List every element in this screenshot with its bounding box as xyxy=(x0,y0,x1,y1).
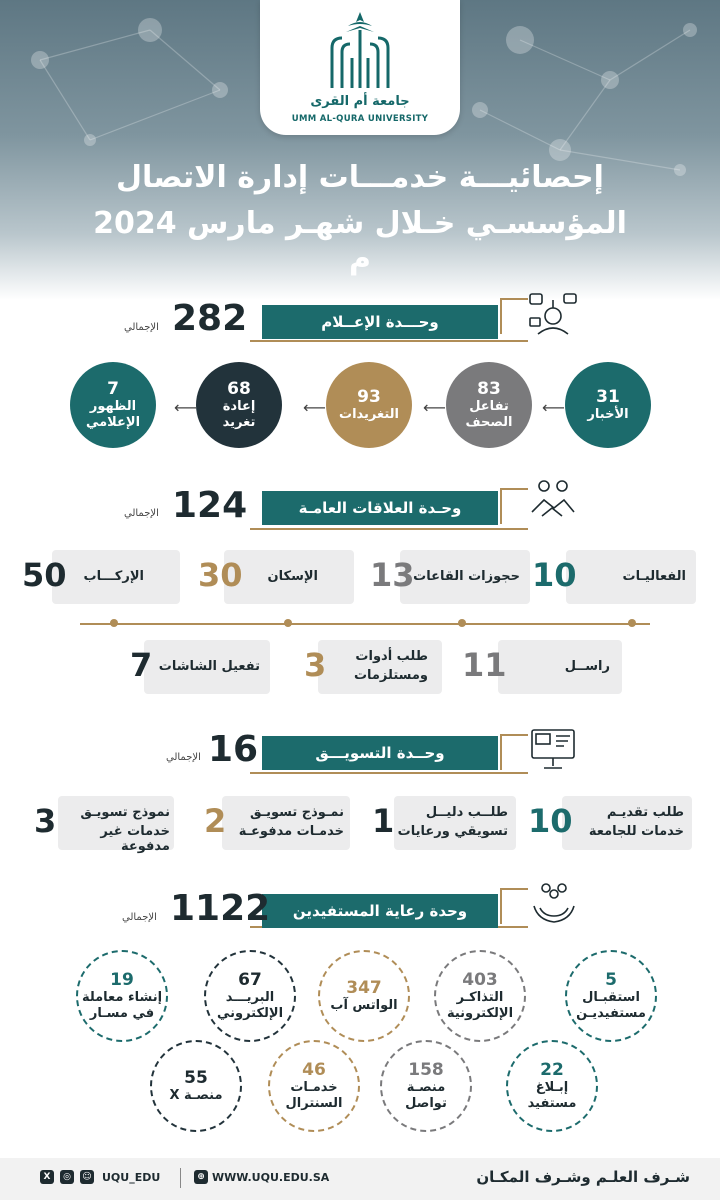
media-underline xyxy=(250,340,528,342)
pr-bracket xyxy=(500,488,528,524)
mkt-stat-services-request: طلب تقديـم خدمات للجامعة xyxy=(562,796,692,850)
marketing-total-label: الإجمالي xyxy=(166,752,201,763)
pr-total: 124 xyxy=(172,485,248,526)
media-stat-tweets: 93 التغريدات xyxy=(326,362,412,448)
care-stat-masar: 19 إنشاء معاملة في مسـار xyxy=(76,950,168,1042)
marketing-unit-title: وحــدة التسويـــق xyxy=(262,736,498,770)
mkt-stat-paid: نمـوذج تسويـق خدمـات مدفوعـة xyxy=(222,796,350,850)
divider-dot xyxy=(628,619,636,627)
handshake-icon xyxy=(528,478,578,524)
mkt-stat-unpaid-value: 3 xyxy=(34,802,57,840)
pr-stat-rasel: راســل xyxy=(498,640,622,694)
media-stat-appearance: 7 الظهور الإعلامي xyxy=(70,362,156,448)
care-stat-tawasul: 158 منصـة تواصل xyxy=(380,1040,472,1132)
pr-total-label: الإجمالي xyxy=(124,508,159,519)
social-handle[interactable]: UQU_EDU xyxy=(102,1171,161,1184)
footer-separator xyxy=(180,1168,181,1188)
pr-stat-supplies-value: 3 xyxy=(304,646,327,684)
care-stat-report: 22 إبـلاغ مستفيد xyxy=(506,1040,598,1132)
media-bracket xyxy=(500,298,528,334)
mkt-stat-guide-request-value: 1 xyxy=(372,802,395,840)
hero-banner xyxy=(0,0,720,300)
footer xyxy=(0,1158,720,1200)
divider-dot xyxy=(458,619,466,627)
snapchat-icon[interactable]: ☺ xyxy=(80,1170,94,1184)
pr-stat-halls: حجوزات القاعات xyxy=(400,550,530,604)
pr-stat-screens: تفعيل الشاشات xyxy=(144,640,270,694)
pr-stat-transport: الإركـــاب xyxy=(52,550,180,604)
logo-arabic-text: جامعة أم القرى xyxy=(310,94,410,109)
arrow-left-icon: ⟵ xyxy=(423,398,446,417)
care-stat-reception: 5 استقبـال مستفيديـن xyxy=(565,950,657,1042)
care-stat-whatsapp: 347 الواتس آب xyxy=(318,950,410,1042)
media-stat-news: 31 الأخبار xyxy=(565,362,651,448)
mkt-stat-guide-request: طلــب دليــل تسويقي ورعايات xyxy=(394,796,516,850)
care-stat-tickets: 403 التذاكـر الإلكترونية xyxy=(434,950,526,1042)
care-stat-switchboard: 46 خدمـات السنترال xyxy=(268,1040,360,1132)
care-stat-email: 67 البريـــد الإلكتروني xyxy=(204,950,296,1042)
divider-dot xyxy=(284,619,292,627)
media-stat-press: 83 تفاعل الصحف xyxy=(446,362,532,448)
pr-underline xyxy=(250,528,528,530)
pr-stat-housing: الإسكان xyxy=(224,550,354,604)
pr-stat-transport-value: 50 xyxy=(22,556,67,594)
care-bracket xyxy=(500,888,528,924)
pr-stat-events-value: 10 xyxy=(532,556,577,594)
media-unit-title: وحـــدة الإعــلام xyxy=(262,305,498,339)
pr-stat-rasel-value: 11 xyxy=(462,646,507,684)
pr-stat-halls-value: 13 xyxy=(370,556,415,594)
mkt-stat-paid-value: 2 xyxy=(204,802,227,840)
globe-icon: ⊕ xyxy=(194,1170,208,1184)
page-title-line2: المؤسسـي خـلال شهـر مارس 2024 م xyxy=(93,206,627,276)
care-stat-x-platform: 55 منصـة X xyxy=(150,1040,242,1132)
care-unit-title: وحدة رعاية المستفيدين xyxy=(262,894,498,928)
pr-stat-housing-value: 30 xyxy=(198,556,243,594)
website-link[interactable]: WWW.UQU.EDU.SA xyxy=(212,1171,330,1184)
marketing-total: 16 xyxy=(208,729,259,770)
divider-dot xyxy=(110,619,118,627)
media-stat-retweets: 68 إعادة تغريد xyxy=(196,362,282,448)
x-icon[interactable]: X xyxy=(40,1170,54,1184)
media-total: 282 xyxy=(172,298,248,339)
marketing-underline xyxy=(250,772,528,774)
care-hands-icon xyxy=(530,878,578,926)
university-slogan: شـرف العلـم وشـرف المكـان xyxy=(476,1168,690,1186)
pr-stat-events: الفعاليـات xyxy=(566,550,696,604)
logo-english-text: UMM AL-QURA UNIVERSITY xyxy=(291,114,429,124)
pr-stat-screens-value: 7 xyxy=(130,646,153,684)
university-logo xyxy=(260,0,460,135)
media-total-label: الإجمالي xyxy=(124,322,159,333)
pr-stat-supplies: طلب أدوات ومستلزمات xyxy=(318,640,442,694)
care-total-label: الإجمالي xyxy=(122,912,157,923)
arrow-left-icon: ⟵ xyxy=(542,398,565,417)
marketing-screen-icon xyxy=(528,724,578,772)
care-total: 1122 xyxy=(170,888,271,929)
media-icon xyxy=(528,290,578,336)
arrow-left-icon: ⟵ xyxy=(303,398,326,417)
university-logo-icon xyxy=(324,8,396,92)
mkt-stat-unpaid: نموذج تسويـق خدمات غير مدفوعة xyxy=(58,796,174,850)
arrow-left-icon: ⟵ xyxy=(174,398,197,417)
pr-unit-title: وحـدة العلاقات العامـة xyxy=(262,491,498,525)
pr-divider xyxy=(80,623,650,625)
instagram-icon[interactable]: ◎ xyxy=(60,1170,74,1184)
mkt-stat-services-request-value: 10 xyxy=(528,802,573,840)
page-title-line1: إحصائيـــة خدمـــات إدارة الاتصال xyxy=(116,160,604,195)
marketing-bracket xyxy=(500,734,528,770)
